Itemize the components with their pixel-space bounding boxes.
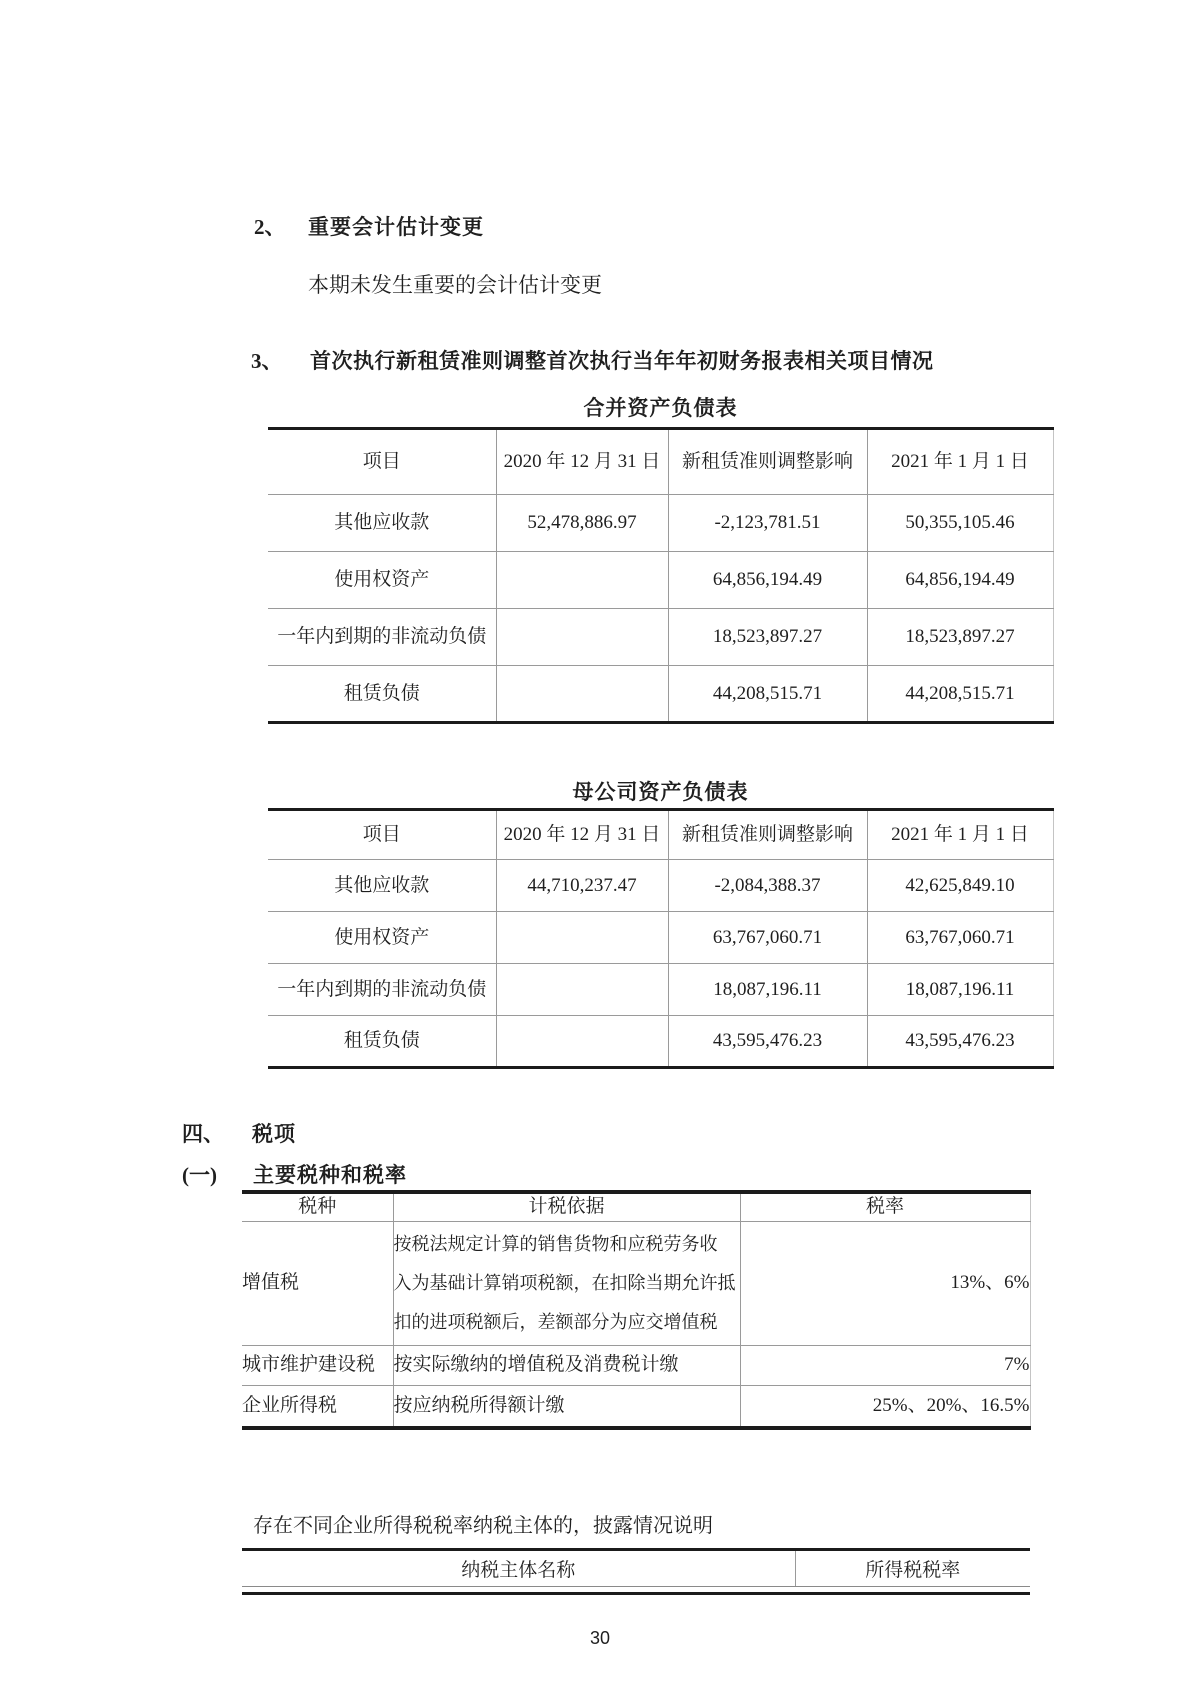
header-cell: 所得税税率 [795,1550,1030,1587]
table-cell: -2,123,781.51 [668,495,867,552]
basis-line: 入为基础计算销项税额，在扣除当期允许抵 [393,1272,736,1293]
table-cell [496,609,668,666]
section-2-number: 2、 [254,215,286,239]
section-4-number: 四、 [182,1122,224,1146]
table-cell: 63,767,060.71 [668,912,867,964]
table-cell: -2,084,388.37 [668,860,867,912]
table-cell [496,964,668,1016]
table-cell: 52,478,886.97 [496,495,668,552]
table-cell: 64,856,194.49 [867,552,1053,609]
header-cell: 税种 [298,1196,337,1218]
table-header-row [242,1192,1030,1221]
table-cell: 18,087,196.11 [867,964,1053,1016]
header-cell: 项目 [362,824,401,845]
table-cell: 44,208,515.71 [668,666,867,723]
table-cell: 43,595,476.23 [668,1016,867,1068]
table-cell: 64,856,194.49 [668,552,867,609]
parent-balance-table [268,808,1054,1069]
table-cell: 42,625,849.10 [867,860,1053,912]
section-4-title: 税项 [252,1122,296,1146]
table-cell: 18,087,196.11 [668,964,867,1016]
table-cell: 13%、6% [740,1221,1030,1345]
basis-line: 按税法规定计算的销售货物和应税劳务收 [393,1233,718,1254]
consolidated-balance-table [268,427,1054,724]
table-header-row [268,429,1053,495]
section-4-1-title: 主要税种和税率 [253,1163,407,1187]
header-cell: 2021 年 1 月 1 日 [867,429,1053,495]
table-row [268,912,1053,964]
header-cell: 2020 年 12 月 31 日 [496,810,668,860]
consolidated-table-title: 合并资产负债表 [583,396,738,420]
table-cell: 租赁负债 [268,1016,496,1068]
section-3-number: 3、 [251,349,283,373]
table-cell: 63,767,060.71 [867,912,1053,964]
section-2-title: 重要会计估计变更 [308,215,484,239]
table-cell: 一年内到期的非流动负债 [268,609,496,666]
table-cell: 使用权资产 [268,552,496,609]
table-row [268,964,1053,1016]
header-cell: 纳税主体名称 [242,1550,795,1587]
table-cell: 43,595,476.23 [867,1016,1053,1068]
table-cell: 25%、20%、16.5% [740,1385,1030,1428]
table-cell: 44,710,237.47 [496,860,668,912]
table-row [242,1385,1030,1428]
section-4-1-number: (一) [182,1163,217,1187]
section-3-title: 首次执行新租赁准则调整首次执行当年年初财务报表相关项目情况 [310,349,934,373]
section-2-paragraph: 本期未发生重要的会计估计变更 [308,273,602,297]
tax-rate-table [242,1190,1031,1430]
parent-table-title: 母公司资产负债表 [572,780,749,804]
basis-line: 扣的进项税额后，差额部分为应交增值税 [393,1311,718,1332]
table-cell [393,1221,740,1345]
header-cell: 新租赁准则调整影响 [668,429,867,495]
table-row [268,666,1053,723]
table-row [242,1345,1030,1385]
table-cell: 其他应收款 [268,495,496,552]
table-cell [496,552,668,609]
table-header-row [268,810,1053,860]
table-cell [496,666,668,723]
table-cell: 增值税 [242,1221,393,1345]
header-cell: 2021 年 1 月 1 日 [867,810,1053,860]
table-header-row [242,1550,1030,1587]
header-cell: 项目 [362,451,401,472]
taxpayer-table-wrapper [242,1548,1030,1595]
tax-disclosure-note: 存在不同企业所得税税率纳税主体的，披露情况说明 [253,1515,713,1537]
header-cell: 计税依据 [393,1192,740,1221]
header-cell: 2020 年 12 月 31 日 [496,429,668,495]
table-cell: 50,355,105.46 [867,495,1053,552]
table-cell: 44,208,515.71 [867,666,1053,723]
table-cell: 7% [740,1345,1030,1385]
header-cell: 税率 [740,1192,1030,1221]
page-number: 30 [589,1628,611,1648]
table-row [268,609,1053,666]
taxpayer-table [242,1548,1030,1587]
table-cell: 使用权资产 [268,912,496,964]
table-cell [496,1016,668,1068]
table-cell: 一年内到期的非流动负债 [268,964,496,1016]
table-cell [496,912,668,964]
table-row [268,495,1053,552]
table-cell: 企业所得税 [242,1385,393,1428]
table-cell: 城市维护建设税 [242,1345,393,1385]
table-cell: 按应纳税所得额计缴 [393,1385,740,1428]
table-cell: 租赁负债 [268,666,496,723]
table-row [268,1016,1053,1068]
table-cell: 按实际缴纳的增值税及消费税计缴 [393,1345,740,1385]
table-row [268,860,1053,912]
table-cell: 18,523,897.27 [668,609,867,666]
table-row [242,1221,1030,1345]
header-cell: 新租赁准则调整影响 [668,810,867,860]
table-cell: 18,523,897.27 [867,609,1053,666]
table-cell: 其他应收款 [268,860,496,912]
table-row [268,552,1053,609]
